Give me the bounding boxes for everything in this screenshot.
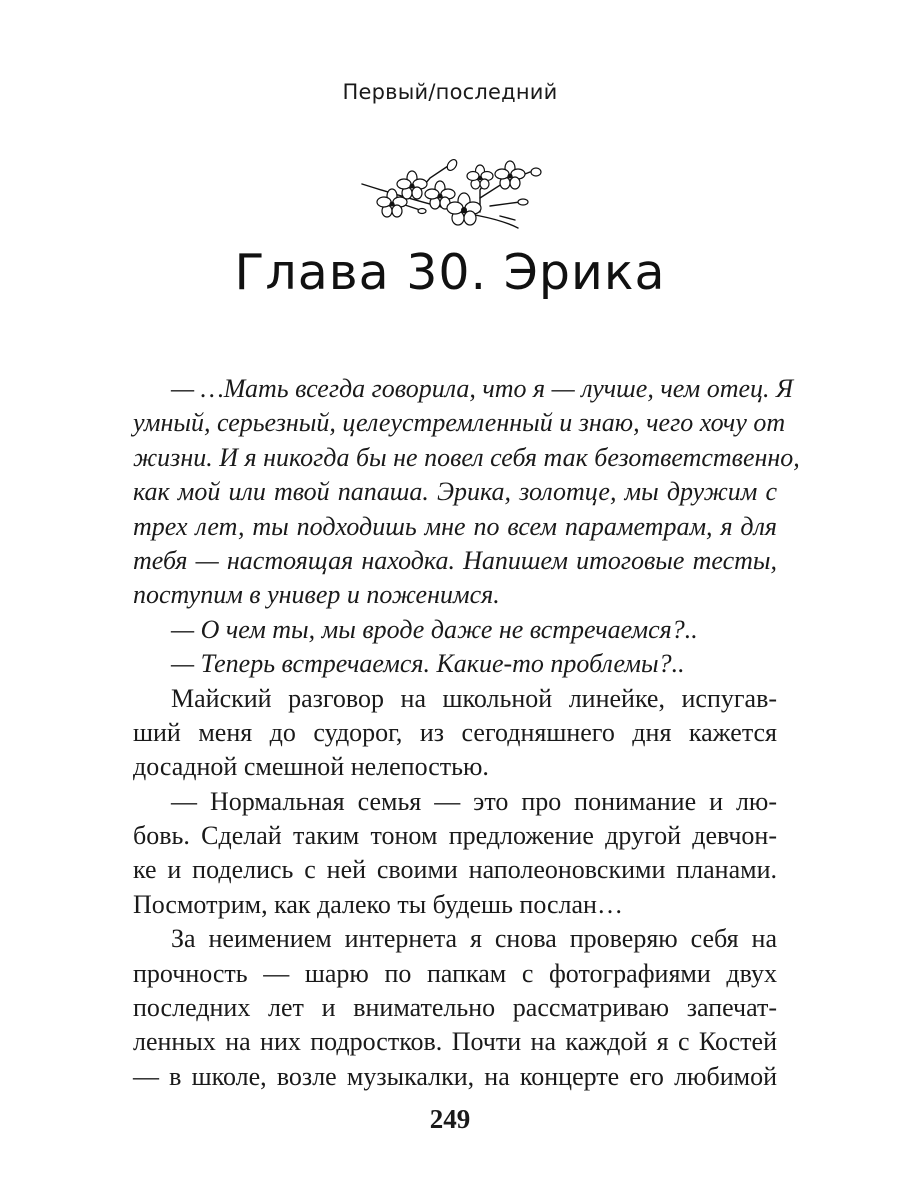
paragraph <box>133 785 777 923</box>
text-line: тебя — настоящая находка. Напишем итоговые тесты, <box>133 545 777 575</box>
text-line: прочность — шарю по папкам с фотографиями двух <box>133 958 777 988</box>
chapter-title: Глава 30. Эрика <box>234 244 666 301</box>
text-line: последних лет и внимательно рассматриваю запечат- <box>133 993 777 1023</box>
text-line: ший меня до судорог, из сегодняшнего дня кажется <box>133 717 777 747</box>
text-line: поступим в универ и поженимся. <box>133 580 500 610</box>
text-line: Майский разговор на школьной линейке, испугав- <box>171 683 777 713</box>
text-line: ленных на них подростков. Почти на каждой я с Костей <box>133 1027 777 1057</box>
cherry-blossom-branch-icon <box>360 150 560 230</box>
text-line: — …Мать всегда говорила, что я — лучше, чем отец. Я <box>171 374 794 403</box>
paragraph <box>133 372 800 613</box>
text-line: досадной смешной нелепостью. <box>133 752 489 782</box>
running-head: Первый/последний <box>342 80 558 104</box>
paragraph <box>133 922 777 1094</box>
text-line: как мой или твой папаша. Эрика, золотце, мы дружим с <box>133 477 777 507</box>
text-line: ке и поделись с ней своими наполеоновскими планами. <box>133 855 777 885</box>
text-line: бовь. Сделай таким тоном предложение другой девчон- <box>133 821 777 851</box>
text-line: трех лет, ты подходишь мне по всем параметрам, я для <box>133 511 777 541</box>
text-line: умный, серьезный, целеустремленный и знаю, чего хочу от <box>133 408 786 438</box>
body-text <box>133 372 800 1094</box>
paragraph <box>133 647 777 681</box>
paragraph <box>133 682 777 785</box>
text-line: — Теперь встречаемся. Какие-то проблемы?.. <box>171 649 685 679</box>
text-line: — в школе, возле музыкалки, на концерте его любимой <box>133 1061 777 1091</box>
text-line: жизни. И я никогда бы не повел себя так безответственно, <box>133 442 800 472</box>
text-line: За неимением интернета я снова проверяю себя на <box>171 924 777 954</box>
page-number: 249 <box>429 1104 471 1134</box>
text-line: — Нормальная семья — это про понимание и лю- <box>171 786 777 816</box>
text-line: Посмотрим, как далеко ты будешь послан… <box>133 889 623 919</box>
text-line: — О чем ты, мы вроде даже не встречаемся?.. <box>171 614 698 644</box>
paragraph <box>133 613 777 647</box>
